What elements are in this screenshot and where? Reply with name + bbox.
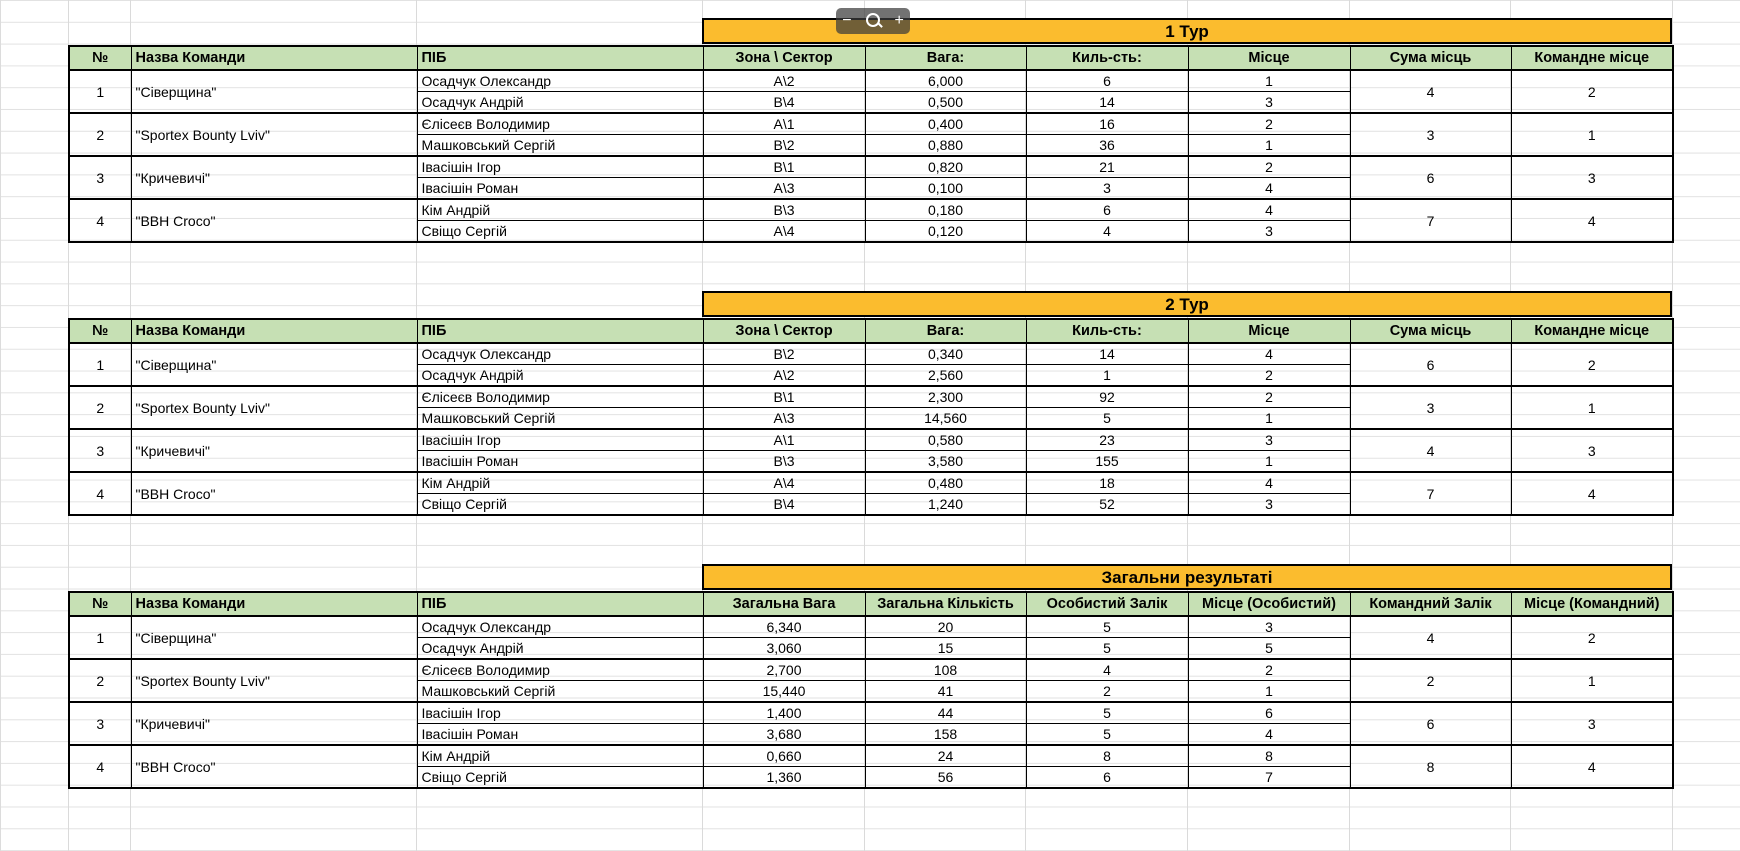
cell-value: 108 [865,659,1026,681]
team-name: "Sportex Bounty Lviv" [131,659,417,702]
cell-value: 3 [1188,92,1350,114]
cell-value: 6,000 [865,70,1026,92]
cell-value: 3,580 [865,451,1026,473]
member-name: Кім Андрій [417,199,703,221]
cell-value: 23 [1026,429,1188,451]
team-name: "Сіверщина" [131,616,417,659]
member-name: Свіщо Сергій [417,767,703,789]
cell-value: 0,120 [865,221,1026,243]
team-place: 2 [1511,616,1673,659]
table-row [69,745,1673,767]
member-name: Свіщо Сергій [417,221,703,243]
member-name: Кім Андрій [417,472,703,494]
team-number: 3 [69,429,131,472]
cell-value: 14 [1026,343,1188,365]
cell-value: 56 [865,767,1026,789]
cell-value: 3 [1188,494,1350,516]
table-row [69,386,1673,408]
member-name: Осадчук Андрій [417,638,703,660]
team-sum: 4 [1350,429,1511,472]
cell-value: 5 [1188,638,1350,660]
cell-value: 1 [1188,681,1350,703]
cell-value: В\2 [703,343,865,365]
header-col-c2: Вага: [865,319,1026,343]
cell-value: 0,500 [865,92,1026,114]
cell-value: 4 [1026,221,1188,243]
cell-value: 2 [1026,681,1188,703]
team-name: "Кричевичі" [131,429,417,472]
team-sum: 7 [1350,472,1511,515]
header-col-c1: Зона \ Сектор [703,319,865,343]
cell-value: 0,880 [865,135,1026,157]
cell-value: 4 [1188,199,1350,221]
team-sum: 4 [1350,616,1511,659]
cell-value: 1 [1188,451,1350,473]
magnifier-icon[interactable] [864,12,882,30]
cell-value: 8 [1026,745,1188,767]
team-number: 2 [69,659,131,702]
cell-value: 1 [1188,70,1350,92]
cell-value: 3,060 [703,638,865,660]
header-col-team-name: Назва Команди [131,46,417,70]
cell-value: 1 [1188,408,1350,430]
team-name: "BBH Croco" [131,745,417,788]
member-name: Івасішін Роман [417,178,703,200]
cell-value: 2,700 [703,659,865,681]
team-number: 1 [69,343,131,386]
table-row [69,659,1673,681]
cell-value: 20 [865,616,1026,638]
team-sum: 4 [1350,70,1511,113]
cell-value: 3 [1188,616,1350,638]
header-col-c1: Зона \ Сектор [703,46,865,70]
team-name: "Сіверщина" [131,70,417,113]
member-name: Свіщо Сергій [417,494,703,516]
member-name: Машковський Сергій [417,135,703,157]
cell-value: 44 [865,702,1026,724]
section-title: 2 Тур [702,291,1672,317]
header-col-pib: ПІБ [417,592,703,616]
team-place: 1 [1511,386,1673,429]
cell-value: 36 [1026,135,1188,157]
header-col-place: Командне місце [1511,46,1673,70]
cell-value: 2,300 [865,386,1026,408]
member-name: Івасішін Ігор [417,702,703,724]
table-row [69,70,1673,92]
team-place: 4 [1511,199,1673,242]
team-sum: 3 [1350,386,1511,429]
team-place: 3 [1511,156,1673,199]
cell-value: В\2 [703,135,865,157]
team-place: 4 [1511,472,1673,515]
header-col-c2: Загальна Кількість [865,592,1026,616]
cell-value: 2,560 [865,365,1026,387]
team-sum: 6 [1350,702,1511,745]
cell-value: 5 [1026,724,1188,746]
cell-value: В\3 [703,451,865,473]
cell-value: 52 [1026,494,1188,516]
cell-value: 6 [1026,199,1188,221]
team-place: 3 [1511,702,1673,745]
cell-value: В\3 [703,199,865,221]
team-number: 1 [69,70,131,113]
table-row [69,616,1673,638]
member-name: Івасішін Ігор [417,156,703,178]
cell-value: В\4 [703,494,865,516]
header-col-c2: Вага: [865,46,1026,70]
team-place: 2 [1511,70,1673,113]
cell-value: 21 [1026,156,1188,178]
cell-value: 3 [1188,221,1350,243]
cell-value: 158 [865,724,1026,746]
team-name: "Сіверщина" [131,343,417,386]
cell-value: 4 [1188,178,1350,200]
cell-value: 2 [1188,365,1350,387]
header-col-pib: ПІБ [417,319,703,343]
member-name: Єлісеєв Володимир [417,113,703,135]
member-name: Кім Андрій [417,745,703,767]
cell-value: А\4 [703,221,865,243]
team-name: "BBH Croco" [131,472,417,515]
table-row [69,702,1673,724]
cell-value: А\2 [703,70,865,92]
cell-value: 18 [1026,472,1188,494]
cell-value: 0,340 [865,343,1026,365]
cell-value: В\4 [703,92,865,114]
cell-value: 92 [1026,386,1188,408]
cell-value: 3 [1026,178,1188,200]
cell-value: 24 [865,745,1026,767]
cell-value: 6 [1026,767,1188,789]
team-name: "Кричевичі" [131,702,417,745]
team-sum: 7 [1350,199,1511,242]
team-sum: 3 [1350,113,1511,156]
cell-value: 4 [1188,472,1350,494]
cell-value: 0,480 [865,472,1026,494]
team-number: 4 [69,745,131,788]
results-table [68,591,1674,789]
member-name: Івасішін Роман [417,724,703,746]
team-sum: 8 [1350,745,1511,788]
member-name: Івасішін Ігор [417,429,703,451]
header-col-c4: Місце (Особистий) [1188,592,1350,616]
header-col-team-name: Назва Команди [131,319,417,343]
member-name: Єлісеєв Володимир [417,386,703,408]
header-col-sum: Сума місць [1350,46,1511,70]
cell-value: 4 [1026,659,1188,681]
cell-value: 16 [1026,113,1188,135]
header-col-c1: Загальна Вага [703,592,865,616]
member-name: Осадчук Олександр [417,343,703,365]
header-col-c3: Киль-сть: [1026,319,1188,343]
cell-value: 8 [1188,745,1350,767]
cell-value: 4 [1188,724,1350,746]
member-name: Івасішін Роман [417,451,703,473]
cell-value: 6,340 [703,616,865,638]
cell-value: 5 [1026,408,1188,430]
team-number: 1 [69,616,131,659]
cell-value: 155 [1026,451,1188,473]
cell-value: 0,820 [865,156,1026,178]
table-row [69,429,1673,451]
zoom-in-button[interactable]: + [894,12,904,29]
header-col-sum: Сума місць [1350,319,1511,343]
cell-value: 2 [1188,659,1350,681]
cell-value: 1,400 [703,702,865,724]
team-sum: 6 [1350,343,1511,386]
header-col-place: Місце (Командний) [1511,592,1673,616]
team-number: 4 [69,472,131,515]
section-title: 1 Тур [702,18,1672,44]
team-place: 1 [1511,113,1673,156]
cell-value: 7 [1188,767,1350,789]
cell-value: 6 [1188,702,1350,724]
header-col-pib: ПІБ [417,46,703,70]
header-col-number: № [69,319,131,343]
member-name: Осадчук Олександр [417,70,703,92]
cell-value: А\4 [703,472,865,494]
cell-value: 14,560 [865,408,1026,430]
header-col-sum: Командний Залік [1350,592,1511,616]
table-row [69,156,1673,178]
cell-value: 0,580 [865,429,1026,451]
team-name: "BBH Croco" [131,199,417,242]
header-col-c4: Місце [1188,319,1350,343]
cell-value: 1 [1026,365,1188,387]
cell-value: 1 [1188,135,1350,157]
results-table [68,45,1674,243]
cell-value: 5 [1026,638,1188,660]
team-sum: 6 [1350,156,1511,199]
cell-value: 0,400 [865,113,1026,135]
cell-value: 3,680 [703,724,865,746]
results-table [68,318,1674,516]
team-name: "Кричевичі" [131,156,417,199]
table-row [69,343,1673,365]
header-col-number: № [69,592,131,616]
table-row [69,199,1673,221]
zoom-out-button[interactable]: − [842,12,852,29]
cell-value: В\1 [703,156,865,178]
cell-value: 14 [1026,92,1188,114]
cell-value: 2 [1188,156,1350,178]
member-name: Осадчук Андрій [417,92,703,114]
header-col-team-name: Назва Команди [131,592,417,616]
team-place: 3 [1511,429,1673,472]
team-name: "Sportex Bounty Lviv" [131,113,417,156]
header-col-c3: Киль-сть: [1026,46,1188,70]
zoom-control [836,8,910,34]
cell-value: 15 [865,638,1026,660]
member-name: Осадчук Олександр [417,616,703,638]
table-row [69,113,1673,135]
team-name: "Sportex Bounty Lviv" [131,386,417,429]
section-title: Загальни результаті [702,564,1672,590]
cell-value: 0,180 [865,199,1026,221]
header-col-place: Командне місце [1511,319,1673,343]
member-name: Машковський Сергій [417,681,703,703]
cell-value: 2 [1188,386,1350,408]
cell-value: 5 [1026,616,1188,638]
cell-value: 4 [1188,343,1350,365]
table-row [69,472,1673,494]
team-place: 1 [1511,659,1673,702]
cell-value: 0,660 [703,745,865,767]
header-col-number: № [69,46,131,70]
header-col-c4: Місце [1188,46,1350,70]
cell-value: А\3 [703,178,865,200]
cell-value: А\3 [703,408,865,430]
team-number: 3 [69,702,131,745]
cell-value: 1,240 [865,494,1026,516]
cell-value: 1,360 [703,767,865,789]
cell-value: А\1 [703,113,865,135]
cell-value: А\1 [703,429,865,451]
team-number: 2 [69,113,131,156]
member-name: Осадчук Андрій [417,365,703,387]
team-number: 2 [69,386,131,429]
header-col-c3: Особистий Залік [1026,592,1188,616]
cell-value: 5 [1026,702,1188,724]
cell-value: 2 [1188,113,1350,135]
team-number: 3 [69,156,131,199]
cell-value: 15,440 [703,681,865,703]
cell-value: В\1 [703,386,865,408]
cell-value: 0,100 [865,178,1026,200]
cell-value: 41 [865,681,1026,703]
cell-value: А\2 [703,365,865,387]
member-name: Єлісеєв Володимир [417,659,703,681]
team-sum: 2 [1350,659,1511,702]
team-place: 2 [1511,343,1673,386]
team-place: 4 [1511,745,1673,788]
cell-value: 3 [1188,429,1350,451]
team-number: 4 [69,199,131,242]
member-name: Машковський Сергій [417,408,703,430]
cell-value: 6 [1026,70,1188,92]
